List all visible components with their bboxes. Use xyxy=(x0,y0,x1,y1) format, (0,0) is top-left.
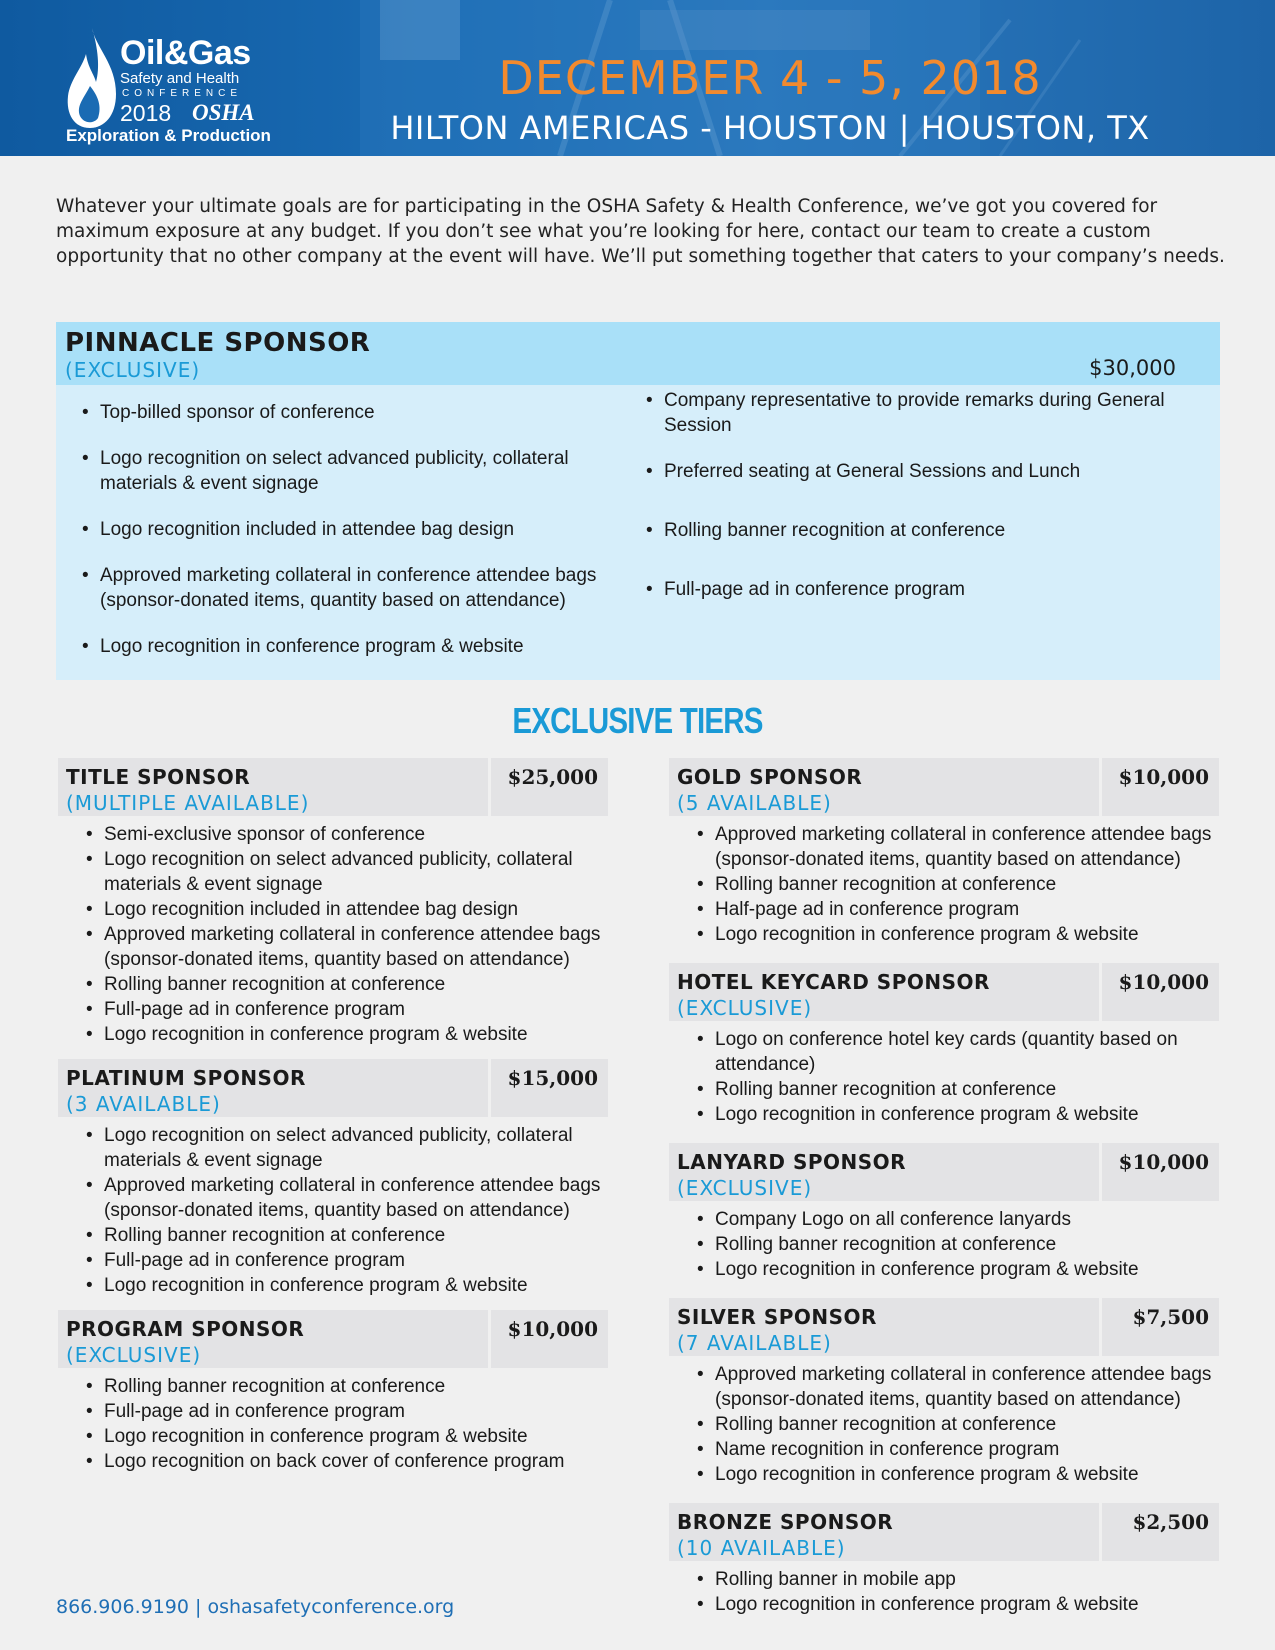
pinnacle-price: $30,000 xyxy=(1089,356,1176,380)
osha-logo: OSHA xyxy=(192,100,255,125)
benefit-item: • Logo recognition on select advanced publicity, collateral materials & event signage xyxy=(78,446,618,496)
benefit-item: • Logo recognition on back cover of conference program xyxy=(82,1449,608,1474)
tier-name: SILVER SPONSOR xyxy=(677,1305,877,1329)
tier-benefits xyxy=(669,1356,1219,1487)
tier-benefits xyxy=(669,816,1219,947)
benefit-item: • Approved marketing collateral in conference attendee bags (sponsor-donated items, quantity based on attendance) xyxy=(693,1362,1219,1412)
tier-header xyxy=(669,963,1219,1021)
tier-benefits xyxy=(669,1561,1219,1617)
tier-title-sponsor xyxy=(58,758,608,1047)
benefit-item: • Full-page ad in conference program xyxy=(82,1399,608,1424)
tier-price: $2,500 xyxy=(1099,1503,1219,1561)
tier-benefits xyxy=(669,1021,1219,1127)
tier-availability: (10 AVAILABLE) xyxy=(677,1536,846,1560)
intro-paragraph: Whatever your ultimate goals are for participating in the OSHA Safety & Health Conference, we’ve got you covered for maximum exposure at any budget. If you don’t see what you’re looking for here, contact our team to create a custom opportunity that no other company at the event will have. We’ll put something together that caters to your company’s needs. xyxy=(56,196,1225,267)
benefit-item: • Rolling banner recognition at conference xyxy=(642,518,1182,543)
tier-gold-sponsor xyxy=(669,758,1219,947)
benefit-item: • Approved marketing collateral in conference attendee bags (sponsor-donated items, quantity based on attendance) xyxy=(693,822,1219,872)
tier-lanyard-sponsor xyxy=(669,1143,1219,1282)
benefit-item: • Logo recognition included in attendee bag design xyxy=(82,897,608,922)
benefit-item: • Half-page ad in conference program xyxy=(693,897,1219,922)
benefit-item: • Full-page ad in conference program xyxy=(82,1248,608,1273)
benefit-item: • Logo recognition in conference program & website xyxy=(78,634,618,659)
benefit-item: • Logo recognition in conference program & website xyxy=(693,922,1219,947)
tier-hotel-keycard-sponsor xyxy=(669,963,1219,1127)
tier-name: LANYARD SPONSOR xyxy=(677,1150,907,1174)
tier-benefits xyxy=(58,816,608,1047)
benefit-item: • Logo on conference hotel key cards (quantity based on attendance) xyxy=(693,1027,1219,1077)
benefit-item: • Rolling banner recognition at conference xyxy=(693,1232,1219,1257)
benefit-item: • Logo recognition included in attendee bag design xyxy=(78,517,618,542)
benefit-item: • Logo recognition in conference program & website xyxy=(82,1424,608,1449)
benefit-item: • Rolling banner recognition at conference xyxy=(82,972,608,997)
tier-header xyxy=(58,758,608,816)
tier-header xyxy=(669,758,1219,816)
benefit-item: • Rolling banner recognition at conference xyxy=(82,1223,608,1248)
tier-benefits xyxy=(58,1368,608,1474)
logo-tagline: Exploration & Production xyxy=(66,126,271,145)
tier-name: HOTEL KEYCARD SPONSOR xyxy=(677,970,990,994)
tier-program-sponsor xyxy=(58,1310,608,1474)
tier-price: $25,000 xyxy=(488,758,608,816)
section-title: EXCLUSIVE TIERS xyxy=(512,700,763,741)
tier-platinum-sponsor xyxy=(58,1059,608,1298)
logo-subtitle: Safety and Health xyxy=(120,70,240,87)
pinnacle-sponsor-panel xyxy=(56,322,1220,680)
tier-bronze-sponsor xyxy=(669,1503,1219,1617)
benefit-item: • Full-page ad in conference program xyxy=(642,577,1182,602)
logo-year: 2018 xyxy=(120,100,172,126)
flame-icon xyxy=(62,24,122,134)
tier-price: $10,000 xyxy=(1099,1143,1219,1201)
event-dates: DECEMBER 4 - 5, 2018 xyxy=(498,51,1042,105)
tier-availability: (EXCLUSIVE) xyxy=(66,1343,202,1367)
tier-benefits xyxy=(669,1201,1219,1282)
tier-name: GOLD SPONSOR xyxy=(677,765,863,789)
tiers-left-column xyxy=(58,758,608,1474)
event-venue: HILTON AMERICAS - HOUSTON | HOUSTON, TX xyxy=(390,109,1150,147)
benefit-item: • Semi-exclusive sponsor of conference xyxy=(82,822,608,847)
logo-brand: Oil&Gas xyxy=(120,34,251,72)
tier-price: $10,000 xyxy=(488,1310,608,1368)
benefit-item: • Rolling banner recognition at conference xyxy=(82,1374,608,1399)
benefit-item: • Top-billed sponsor of conference xyxy=(78,400,618,425)
benefit-item: • Logo recognition in conference program & website xyxy=(693,1462,1219,1487)
benefit-item: • Full-page ad in conference program xyxy=(82,997,608,1022)
benefit-item: • Approved marketing collateral in conference attendee bags (sponsor-donated items, quantity based on attendance) xyxy=(78,563,618,613)
benefit-item: • Logo recognition in conference program & website xyxy=(693,1102,1219,1127)
tier-header xyxy=(58,1059,608,1117)
benefit-item: • Logo recognition in conference program & website xyxy=(82,1022,608,1047)
tier-price: $7,500 xyxy=(1099,1298,1219,1356)
tier-name: TITLE SPONSOR xyxy=(66,765,251,789)
footer-contact[interactable]: 866.906.9190 | oshasafetyconference.org xyxy=(56,1596,455,1618)
benefit-item: • Rolling banner recognition at conference xyxy=(693,1412,1219,1437)
tiers-right-column xyxy=(669,758,1219,1617)
benefit-item: • Logo recognition in conference program & website xyxy=(82,1273,608,1298)
pinnacle-header xyxy=(56,322,1220,385)
benefit-item: • Company Logo on all conference lanyards xyxy=(693,1207,1219,1232)
conference-logo xyxy=(62,18,272,148)
tier-name: BRONZE SPONSOR xyxy=(677,1510,894,1534)
tier-availability: (EXCLUSIVE) xyxy=(677,1176,813,1200)
tier-availability: (3 AVAILABLE) xyxy=(66,1092,221,1116)
benefit-item: • Logo recognition on select advanced publicity, collateral materials & event signage xyxy=(82,847,608,897)
benefit-item: • Logo recognition in conference program & website xyxy=(693,1257,1219,1282)
tier-benefits xyxy=(58,1117,608,1298)
tier-availability: (5 AVAILABLE) xyxy=(677,791,832,815)
tier-price: $10,000 xyxy=(1099,758,1219,816)
benefit-item: • Rolling banner recognition at conference xyxy=(693,872,1219,897)
tier-availability: (EXCLUSIVE) xyxy=(677,996,813,1020)
benefit-item: • Rolling banner in mobile app xyxy=(693,1567,1219,1592)
benefit-item: • Rolling banner recognition at conference xyxy=(693,1077,1219,1102)
tier-header xyxy=(669,1143,1219,1201)
tier-availability: (MULTIPLE AVAILABLE) xyxy=(66,791,310,815)
benefit-item: • Logo recognition in conference program & website xyxy=(693,1592,1219,1617)
pinnacle-benefits-right xyxy=(642,388,1182,636)
tier-name: PLATINUM SPONSOR xyxy=(66,1066,306,1090)
tier-availability: (7 AVAILABLE) xyxy=(677,1331,832,1355)
tier-name: PROGRAM SPONSOR xyxy=(66,1317,305,1341)
pinnacle-benefits-left xyxy=(78,400,618,680)
tier-header xyxy=(669,1503,1219,1561)
benefit-item: • Approved marketing collateral in conference attendee bags (sponsor-donated items, quantity based on attendance) xyxy=(82,1173,608,1223)
benefit-item: • Logo recognition on select advanced publicity, collateral materials & event signage xyxy=(82,1123,608,1173)
tier-price: $10,000 xyxy=(1099,963,1219,1021)
tier-silver-sponsor xyxy=(669,1298,1219,1487)
benefit-item: • Name recognition in conference program xyxy=(693,1437,1219,1462)
benefit-item: • Company representative to provide remarks during General Session xyxy=(642,388,1182,438)
tier-header xyxy=(58,1310,608,1368)
pinnacle-availability: (EXCLUSIVE) xyxy=(65,358,201,382)
benefit-item: • Preferred seating at General Sessions and Lunch xyxy=(642,459,1182,484)
benefit-item: • Approved marketing collateral in conference attendee bags (sponsor-donated items, quantity based on attendance) xyxy=(82,922,608,972)
logo-conference: CONFERENCE xyxy=(122,88,243,99)
header-banner xyxy=(0,0,1275,156)
tier-header xyxy=(669,1298,1219,1356)
pinnacle-title: PINNACLE SPONSOR xyxy=(65,328,371,358)
tier-price: $15,000 xyxy=(488,1059,608,1117)
